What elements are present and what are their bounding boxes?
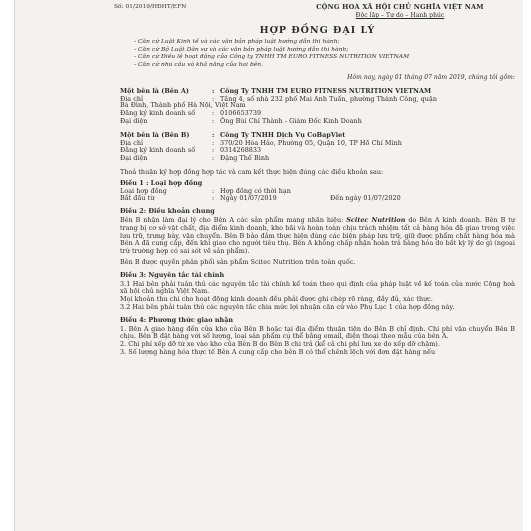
party-a: Một bên là (Bên A) : Công Ty TNHH TM EURO FITNESS NUTRITION VIETNAM Địa chỉ : Tầng 4, số nhà 232 phố Mai Anh Tuấn, phường Thành Công, quận Ba Đình, Thành phố Hà Nội, Việt Nam Đăng ký kinh doanh số : 0106653739 Đại diện : Ông Bùi Chí Thành - Giám Đốc Kinh Doanh: [120, 88, 515, 126]
article-3-p1: 3.1 Hai bên phải tuân thủ các nguyên tắc tài chính kế toán theo qui định của pháp luật về kế toán của nước Cộng hoà xã hội chủ nghĩa Việt Nam.: [120, 279, 515, 296]
document-header: [114, 3, 515, 20]
party-b-reg: 0314268833: [220, 146, 262, 155]
contract-title: HỢP ĐỒNG ĐẠI LÝ: [259, 24, 376, 36]
article-2-paragraph: Bên B nhận làm đại lý cho Bên A các sản phẩm mang nhãn hiệu: Scitec Nutrition do Bên A kinh doanh. Bên B tự trang bị cơ sở vật chất, địa điểm kinh doanh, kho bãi và hoàn toàn chịu trách nhiệm tất cả hàng hóa đã giao trong việc lưu trữ, trưng bày, vận chuyển. Bên B bảo đảm thực hiện đúng các biện pháp lưu trữ, giữ được phẩm chất hàng hóa mà Bên A đã cung cấp, đến khi giao cho người tiêu thụ. Bên A không chấp nhận hoàn trả hàng hóa do bất kỳ lý do gì (ngoại trừ trường hợp có sai sót về sản phẩm).: [120, 215, 515, 256]
party-a-rep: Ông Bùi Chí Thành - Giám Đốc Kinh Doanh: [220, 117, 362, 125]
legal-basis-item: - Căn cứ Bộ Luật Dân sự và các văn bản pháp luật hướng dẫn thi hành;: [134, 47, 515, 54]
party-b-reg-label: Đăng ký kinh doanh số: [120, 146, 196, 155]
party-a-address-cont: Ba Đình, Thành phố Hà Nội, Việt Nam: [120, 101, 246, 110]
article-3-p2: Mọi khoản thu chi cho hoạt động kinh doanh đều phải được ghi chép rõ ràng, đầy đủ, xác thực.: [120, 295, 434, 304]
party-b-address: 370/20 Hòa Hảo, Phường 05, Quận 10, TP Hồ Chí Minh: [220, 138, 402, 147]
agreement-intro: Thoả thuận ký hợp đồng hợp tác và cam kết thực hiện đúng các điều khoản sau:: [120, 167, 384, 176]
legal-basis-item: - Căn cứ Luật Kinh tế và các văn bản pháp luật hướng dẫn thi hành;: [134, 39, 515, 46]
article-3: [120, 272, 515, 312]
party-a-reg-label: Đăng ký kinh doanh số: [120, 109, 196, 118]
contract-type-label: Loại hợp đồng: [120, 186, 167, 195]
article-3-p3: 3.2 Hai bên phải tuân thủ các nguyên tắc chia mức lợi nhuận căn cứ vào Phụ Lục 1 của hợp đồng này.: [120, 302, 455, 311]
document-page: [14, 0, 523, 531]
party-b: Một bên là (Bên B) : Công Ty TNHH Dịch Vụ CoBapViet Địa chỉ : 370/20 Hòa Hảo, Phường 05, Quận 10, TP Hồ Chí Minh Đăng ký kinh doanh số : 0314268833 Đại diện : Đặng Thế Bình: [120, 132, 515, 163]
party-b-name: Công Ty TNHH Dịch Vụ CoBapViet: [220, 130, 346, 139]
start-date: Ngày 01/07/2019: [220, 194, 277, 203]
article-2-title: Điều 2: Điều khoản chung: [120, 207, 215, 216]
party-a-reg: 0106653739: [220, 109, 262, 118]
party-a-address-label: Địa chỉ: [120, 94, 144, 103]
contract-document: [114, 3, 515, 357]
start-label: Bắt đầu từ: [120, 194, 155, 203]
party-b-address-label: Địa chỉ: [120, 138, 144, 147]
contract-date: Hôm nay, ngày 01 tháng 07 năm 2019, chúng tôi gồm:: [347, 74, 515, 82]
legal-basis-item: - Căn cứ Điều lệ hoạt động của Công ty TNHH TM EURO FITNESS NUTRITION VIETNAM: [134, 54, 515, 61]
contract-type-value: Hợp đồng có thời hạn: [220, 186, 291, 195]
party-b-label: Một bên là (Bên B): [120, 130, 190, 139]
article-4-title: Điều 4: Phương thức giao nhận: [120, 315, 234, 324]
article-4-p2: 2. Chi phí xếp dỡ từ xe vào kho của Bên B do Bên B chi trả (kể cả chi phí lưu xe do xếp dỡ chậm).: [120, 340, 440, 349]
party-a-address: Tầng 4, số nhà 232 phố Mai Anh Tuấn, phường Thành Công, quận: [220, 94, 437, 103]
brand-name: Scitec Nutrition: [346, 215, 406, 224]
article-2: [120, 208, 515, 267]
nation-motto: Độc lập – Tự do – Hạnh phúc: [355, 11, 445, 19]
article-1-title: Điều 1 : Loại hợp đồng: [120, 178, 203, 187]
party-b-rep-label: Đại diện: [120, 154, 148, 163]
article-2-distribution: Bên B được quyền phân phối sản phẩm Scitec Nutrition trên toàn quốc.: [120, 257, 356, 266]
article-4-p1: 1. Bên A giao hàng đến cửa kho của Bên B hoặc tại địa điểm thuận tiện do Bên B chỉ định. Chi phí vận chuyển Bên B chịu. Bên B đặt hàng với số lượng, loại sản phẩm cụ thể bằng email, điện thoại theo mẫu của bên A.: [120, 324, 515, 341]
end-date: Đến ngày 01/07/2020: [330, 194, 401, 203]
nation-name: CỘNG HOÀ XÃ HỘI CHỦ NGHĨA VIỆT NAM: [316, 3, 484, 11]
document-number: Số: 01/2019/HĐHT/EFN: [114, 4, 187, 10]
article-4-p3: 3. Số lượng hàng hóa thực tế Bên A cung cấp cho bên B có thể chênh lệch với đơn đặt hàng nếu: [120, 347, 436, 356]
article-1: Điều 1 : Loại hợp đồng Loại hợp đồng : Hợp đồng có thời hạn Bắt đầu từ : Ngày 01/07/2019 Đến ngày 01/07/2020: [120, 180, 515, 203]
article-3-title: Điều 3: Nguyên tắc tài chính: [120, 270, 225, 279]
legal-bases: [134, 39, 515, 69]
party-a-label: Một bên là (Bên A): [120, 86, 189, 95]
national-heading: [285, 4, 515, 20]
party-a-name: Công Ty TNHH TM EURO FITNESS NUTRITION VIETNAM: [220, 86, 432, 95]
party-b-rep: Đặng Thế Bình: [220, 154, 270, 163]
article-4: [120, 317, 515, 357]
party-a-rep-label: Đại diện: [120, 117, 148, 125]
legal-basis-item: - Căn cứ nhu cầu và khả năng của hai bên.: [134, 62, 515, 69]
